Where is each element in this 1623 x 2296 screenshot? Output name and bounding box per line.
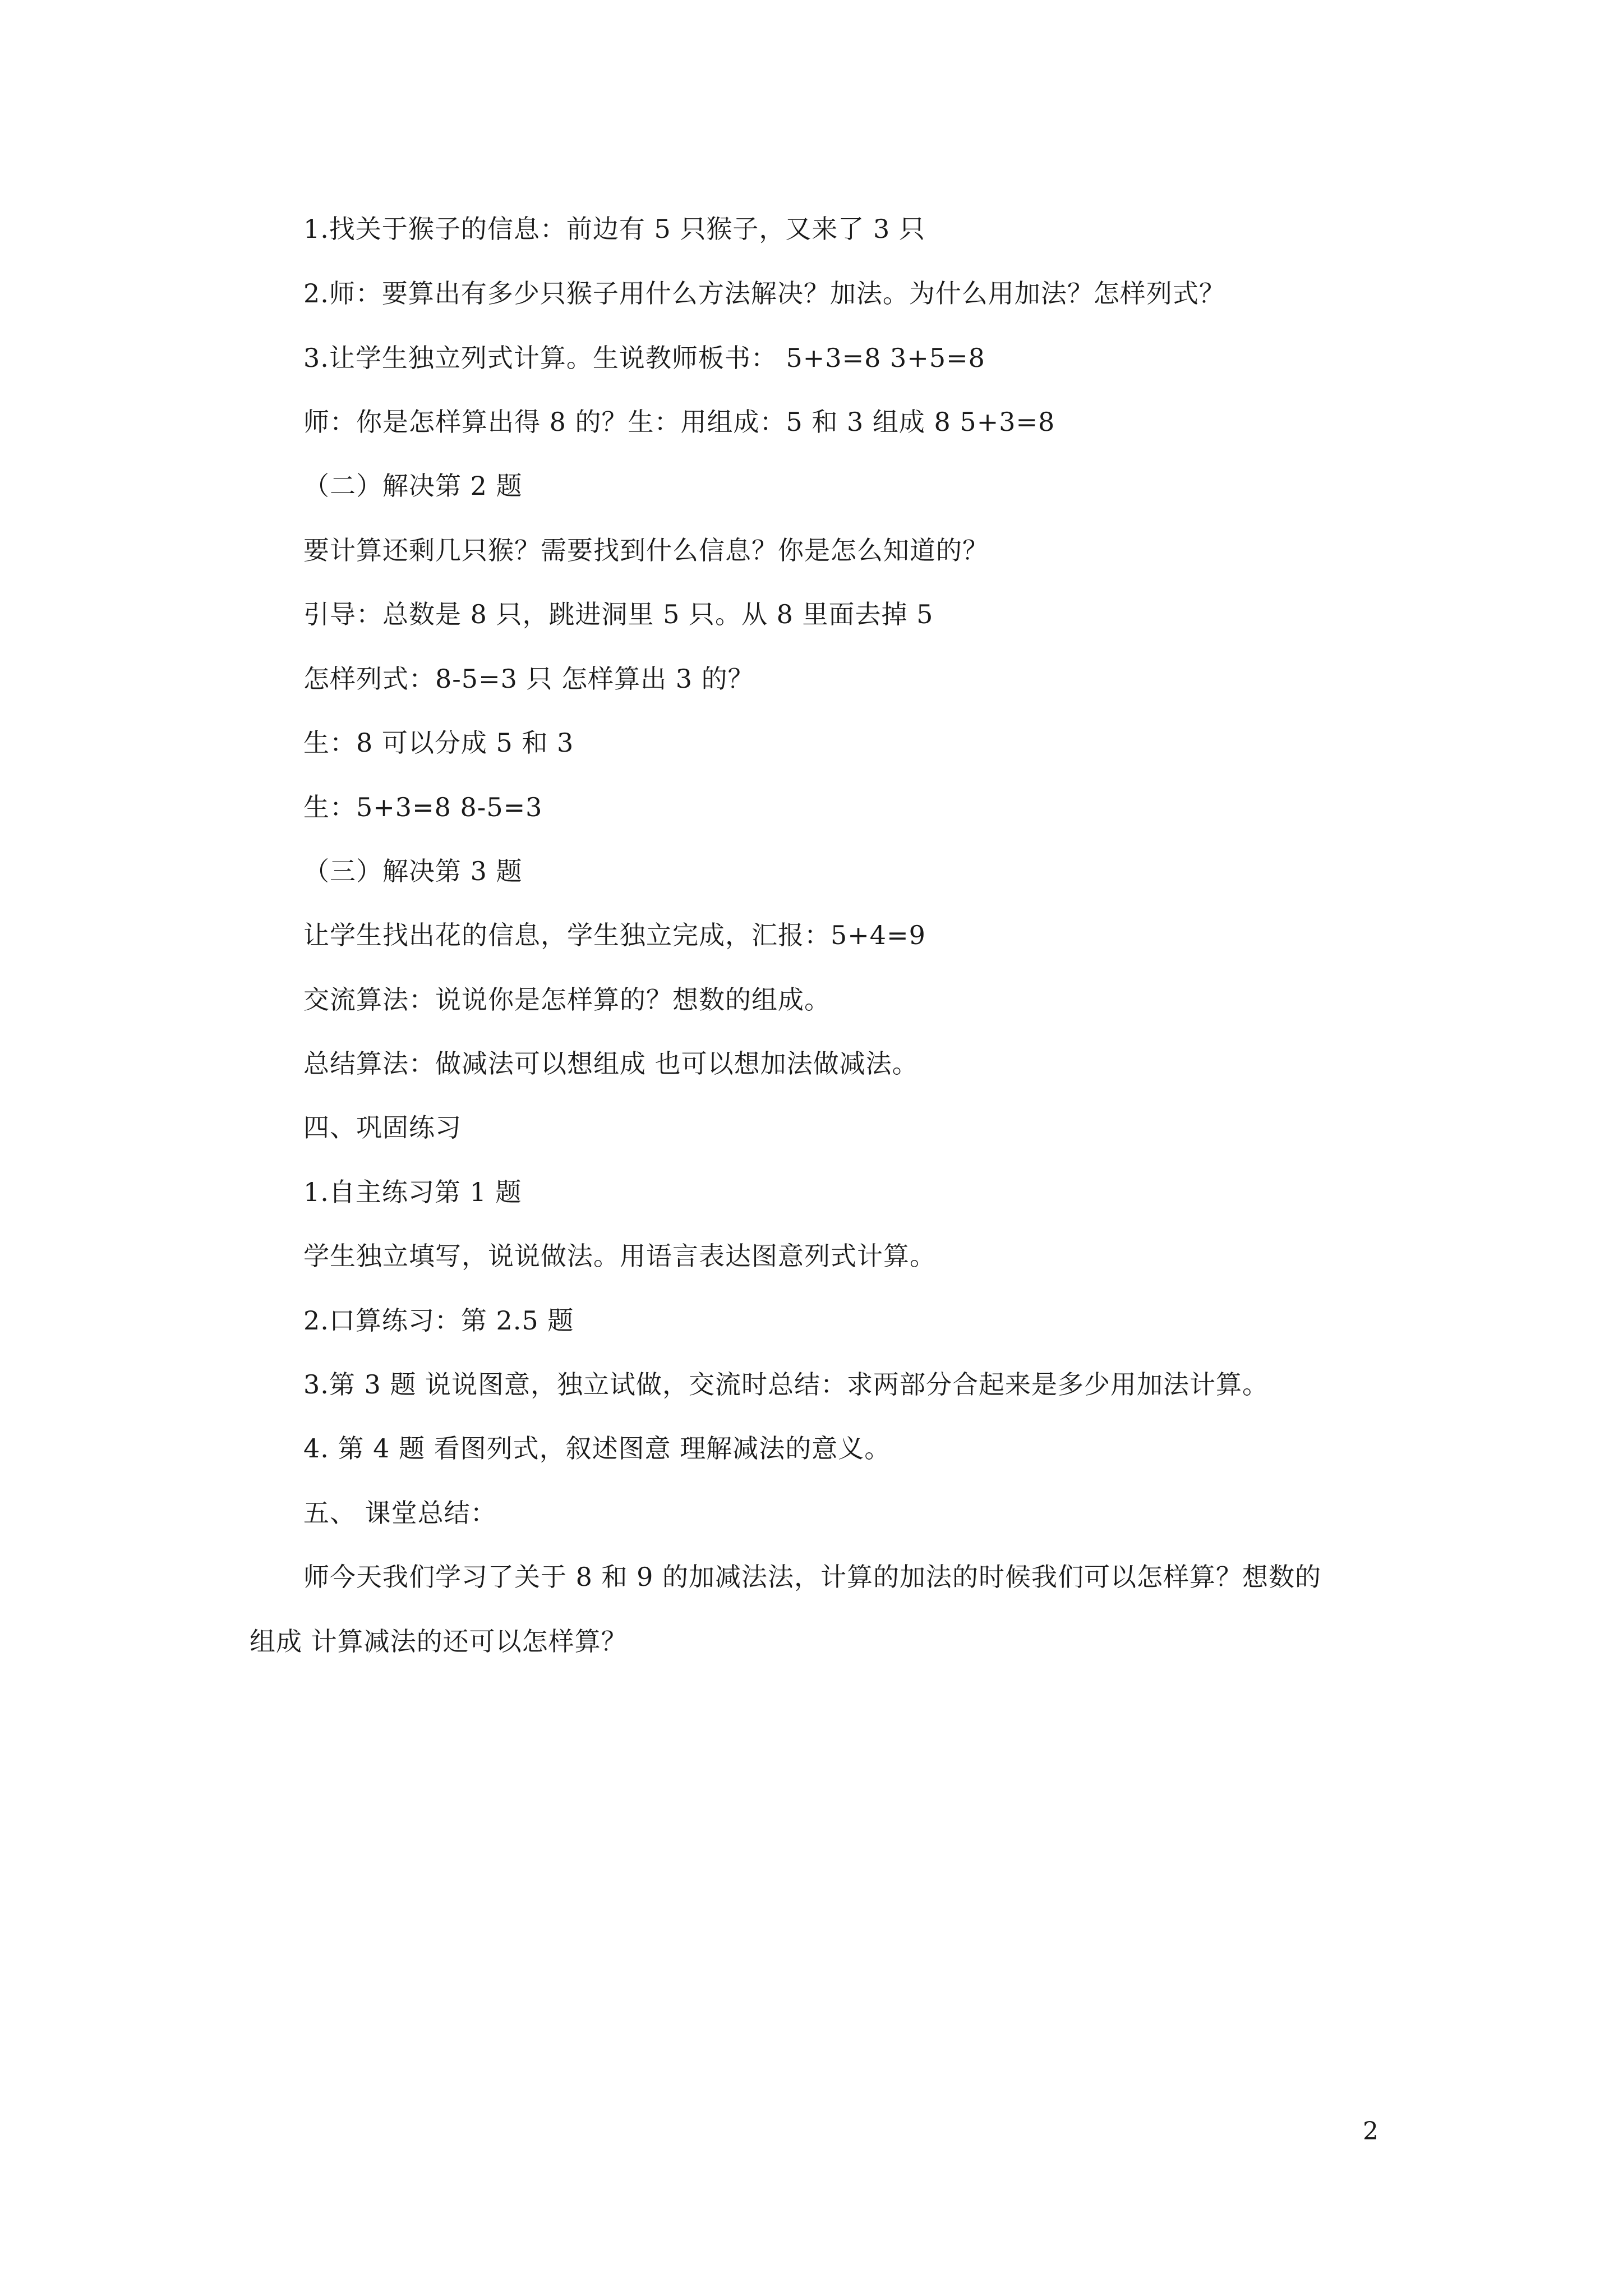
page-number: 2	[1363, 2117, 1378, 2146]
text-line: 学生独立填写，说说做法。用语言表达图意列式计算。	[303, 1241, 936, 1271]
text-line: 3.让学生独立列式计算。生说教师板书： 5+3=8 3+5=8	[303, 343, 985, 373]
text-line: 交流算法：说说你是怎样算的？想数的组成。	[303, 984, 831, 1015]
text-line: 2.口算练习：第 2.5 题	[303, 1305, 574, 1336]
section-heading: （二）解决第 2 题	[303, 471, 523, 501]
text-line: 生：8 可以分成 5 和 3	[303, 728, 574, 758]
text-line: 师今天我们学习了关于 8 和 9 的加减法法，计算的加法的时候我们可以怎样算？想数的	[303, 1562, 1322, 1592]
text-line: 引导：总数是 8 只，跳进洞里 5 只。从 8 里面去掉 5	[303, 599, 934, 629]
text-line: 1.找关于猴子的信息：前边有 5 只猴子，又来了 3 只	[303, 214, 925, 244]
section-heading: 四、巩固练习	[303, 1112, 462, 1143]
text-line: 1.自主练习第 1 题	[303, 1177, 522, 1207]
text-line: 让学生找出花的信息，学生独立完成，汇报：5+4=9	[303, 920, 926, 950]
text-line: 4. 第 4 题 看图列式，叙述图意 理解减法的意义。	[303, 1433, 891, 1464]
text-line: 组成 计算减法的还可以怎样算？	[250, 1626, 628, 1657]
text-line: 3.第 3 题 说说图意，独立试做，交流时总结：求两部分合起来是多少用加法计算。	[303, 1369, 1269, 1400]
text-line: 要计算还剩几只猴？需要找到什么信息？你是怎么知道的？	[303, 535, 989, 565]
text-line: 2.师：要算出有多少只猴子用什么方法解决？加法。为什么用加法？怎样列式？	[303, 278, 1225, 309]
text-line: 师：你是怎样算出得 8 的？生：用组成：5 和 3 组成 8 5+3=8	[303, 407, 1055, 437]
text-line: 总结算法：做减法可以想组成 也可以想加法做减法。	[303, 1048, 919, 1079]
text-line: 怎样列式：8-5=3 只 怎样算出 3 的？	[303, 664, 754, 694]
section-heading: （三）解决第 3 题	[303, 856, 523, 886]
section-heading: 五、 课堂总结：	[303, 1498, 497, 1528]
text-line: 生：5+3=8 8-5=3	[303, 792, 543, 822]
